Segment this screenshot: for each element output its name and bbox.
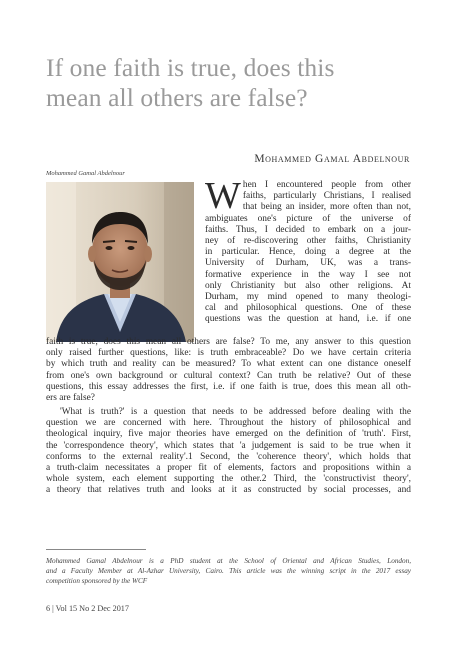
text-line: 'What is truth?' is a question that needs to be addressed before dealing with the xyxy=(60,407,411,417)
text-line: theological inquiry, five major theories have emerged on the definition of 'truth'. First, xyxy=(46,429,411,440)
text-line: ers are false? xyxy=(46,393,95,404)
text-line: Durham, my mind opened to many theologi- xyxy=(205,292,411,303)
text-line: only raised further questions, like: is truth embraceable? Do we have certain criteria xyxy=(46,348,411,359)
text-line: the 'correspondence theory', which states that 'a judgement is said to be true when it xyxy=(46,440,411,451)
title-line-2: mean all others are false? xyxy=(46,83,308,112)
text-line: hen I encountered people from other xyxy=(242,180,411,190)
author-portrait-image xyxy=(46,182,194,342)
footnote xyxy=(46,556,411,587)
text-line: from one's own background or cultural context? Can truth be relative? Out of these xyxy=(46,370,411,381)
footnote-line: Mohammed Gamal Abdelnour is a PhD student at the School of Oriental and African Studies, London, xyxy=(46,557,411,565)
text-line: that being an insider, more often than not, xyxy=(242,202,411,213)
text-line: formative experience in the way I see not xyxy=(205,269,411,280)
text-line: only Christianity but also other religions. At xyxy=(205,280,411,291)
title-line-1: If one faith is true, does this xyxy=(46,53,335,82)
intro-paragraph-continued xyxy=(46,337,411,404)
text-line: University of Durham, UK, was a trans- xyxy=(205,258,411,269)
text-line: question we are concerned with here. Throughout the history of philosophical and xyxy=(46,418,411,429)
text-line: a truth-claim necessitates a proper fit of elements, factors and propositions within a xyxy=(46,463,411,474)
text-line: questions, this essay addresses the first, i.e. if one faith is true, does this mean all oth- xyxy=(46,381,411,392)
text-line: whole system, each element supporting the other.2 Third, the 'constructivist theory', xyxy=(46,474,411,485)
text-line: ambiguates one's picture of the universe of xyxy=(205,213,411,224)
text-line: in particular. Hence, doing a degree at the xyxy=(205,247,411,258)
text-line: questions was the question at hand, i.e. if one xyxy=(205,314,411,325)
truth-paragraph xyxy=(46,407,411,497)
text-line: faith is true, does this mean all others are false? To me, any answer to this question xyxy=(46,337,411,347)
footnote-divider xyxy=(46,549,146,550)
footnote-line: competition sponsored by the WCF xyxy=(46,577,148,586)
photo-caption: Mohammed Gamal Abdelnour xyxy=(46,170,125,177)
text-line: ney of re-discovering other faiths, Christianity xyxy=(205,236,411,247)
author-photo xyxy=(46,182,194,342)
author-byline: Mohammed Gamal Abdelnour xyxy=(254,153,410,165)
text-line: faiths, particularly Christians, I realised xyxy=(242,191,411,202)
text-line: a theory that relatives truth and looks at it as constructed by social processes, and xyxy=(46,485,411,496)
drop-cap: W xyxy=(205,175,241,217)
intro-paragraph-right-column xyxy=(205,175,411,326)
text-line: by which truth and reality can be measured? To what extent can one distance oneself xyxy=(46,359,411,370)
page-folio: 6 | Vol 15 No 2 Dec 2017 xyxy=(46,604,129,613)
text-line: cal and philosophical questions. One of these xyxy=(205,303,411,314)
article-title xyxy=(46,53,426,113)
footnote-line: and a Faculty Member at Al-Azhar University, Cairo. This article was the winning script in the 2017 essay xyxy=(46,567,411,576)
text-line: faiths. Thus, I decided to embark on a jour- xyxy=(205,224,411,235)
text-line: conforms to the external reality'.1 Second, the 'coherence theory', which holds that xyxy=(46,451,411,462)
